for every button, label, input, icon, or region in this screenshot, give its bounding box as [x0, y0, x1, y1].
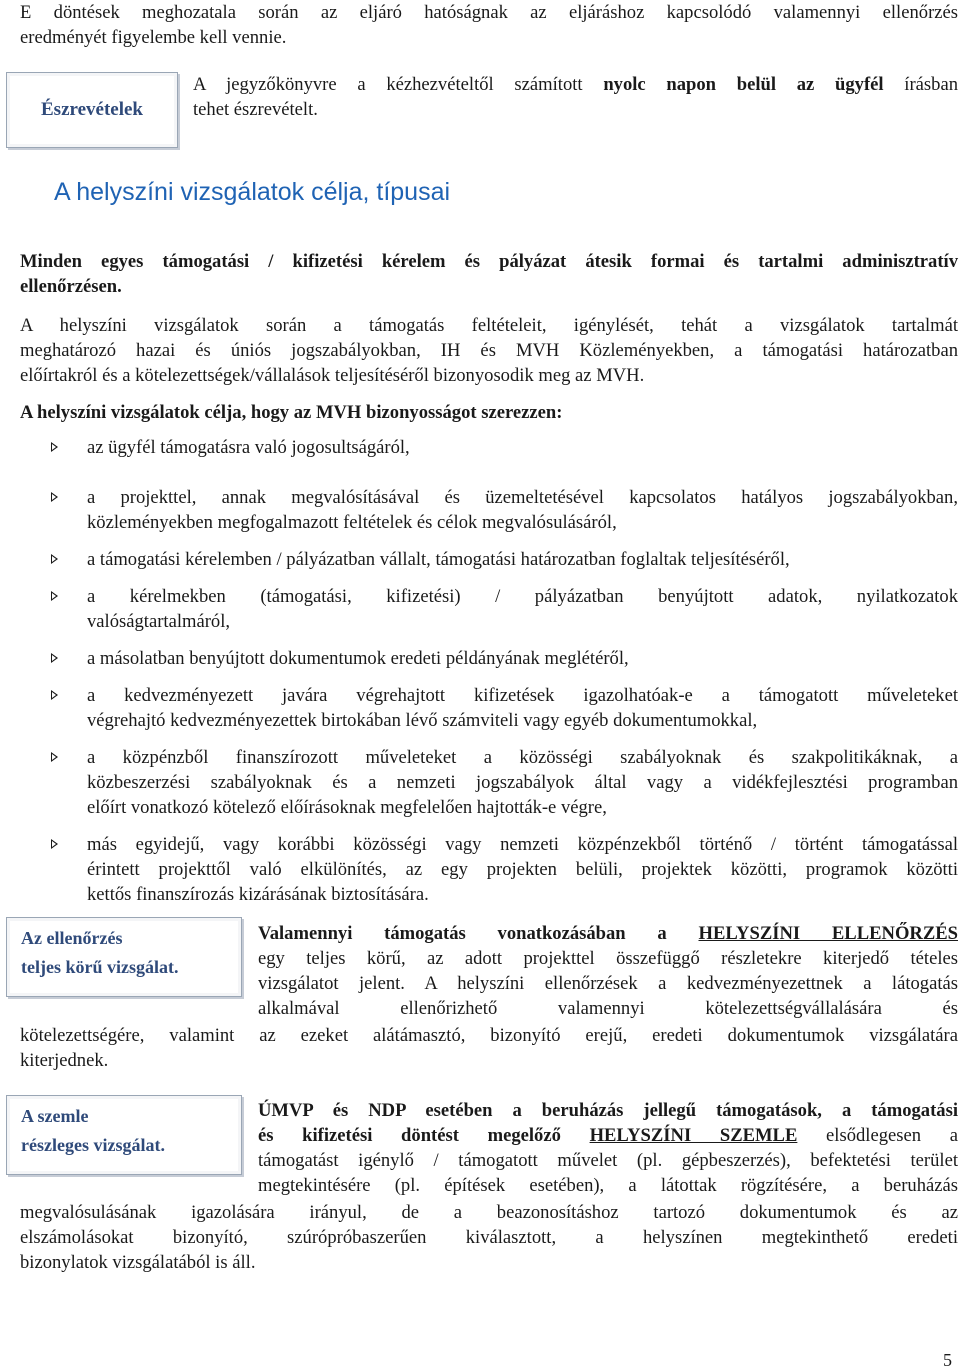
observations-line: [193, 72, 958, 97]
survey-line: megtekintésére (pl. építések esetében), a látottak rögzítésére, a beruházás: [258, 1175, 958, 1196]
description-line: A helyszíni vizsgálatok során a támogatás feltételeit, igénylését, tehát a vizsgálatok tartalmát: [20, 315, 958, 336]
inspection-text-continued: [20, 1023, 958, 1073]
survey-text-continued: [20, 1200, 958, 1275]
survey-underlined-term: HELYSZÍNI SZEMLE: [589, 1125, 798, 1146]
observations-line: tehet észrevételt.: [193, 99, 318, 120]
lead-line: Minden egyes támogatási / kifizetési kérelem és pályázat átesik formai és tartalmi adminisztratív: [20, 251, 958, 272]
arrow-bullet-icon: [51, 752, 58, 762]
lead-paragraph: [20, 249, 958, 299]
inspection-line: alkalmával ellenőrizhető valamennyi kötelezettségvállalására és: [258, 998, 958, 1019]
survey-line: bizonylatok vizsgálatából is áll.: [20, 1252, 256, 1273]
list-item-line: érintett projekttől való elkülönítés, az egy projekten belüli, projektek közötti, programok közötti: [87, 859, 958, 880]
list-item-line: kettős finanszírozás kizárásának biztosítására.: [87, 884, 429, 905]
inspection-text: [258, 921, 958, 1021]
inspection-box-line: teljes körű vizsgálat.: [21, 957, 179, 977]
arrow-bullet-icon: [51, 653, 58, 663]
intro-line: E döntések meghozatala során az eljáró hatóságnak az eljáráshoz kapcsolódó valamennyi ellenőrzés: [20, 2, 958, 23]
description-paragraph: [20, 313, 958, 388]
list-item-line: a támogatási kérelemben / pályázatban vállalt, támogatási határozatban foglaltak teljesítéséről,: [87, 549, 790, 570]
list-item: [50, 646, 958, 671]
survey-text: [258, 1098, 958, 1198]
survey-line: [258, 1123, 958, 1148]
observations-box-label: Észrevételek: [41, 99, 143, 120]
inspection-line: kiterjednek.: [20, 1050, 109, 1071]
survey-line: támogatást igénylő / támogatott művelet (pl. gépbeszerzés), befektetési terület: [258, 1150, 958, 1171]
list-item-line: a kedvezményezett javára végrehajtott kifizetések igazolhatóak-e a támogatott műveleteket: [87, 685, 958, 706]
goal-list: [50, 435, 958, 907]
inspection-line: vizsgálatot jelent. A helyszíni ellenőrzések a kedvezményezettnek a látogatás: [258, 973, 958, 994]
list-item-line: közbeszerzési szabályoknak és a nemzeti jogszabályok által vagy a vidékfejlesztési programban: [87, 772, 958, 793]
description-line: meghatározó hazai és úniós jogszabályokban, IH és MVH Közleményekben, a támogatási határozatban: [20, 340, 958, 361]
description-line: előírtakról és a kötelezettségek/vállalások teljesítéséről bizonyosodik meg az MVH.: [20, 365, 645, 386]
intro-line: eredményét figyelembe kell vennie.: [20, 27, 287, 48]
list-item-line: előírt vonatkozó kötelező előírásoknak megfelelően hajtották-e végre,: [87, 797, 607, 818]
survey-bold-part: és kifizetési döntést megelőző: [258, 1125, 590, 1146]
inspection-bold-part: Valamennyi támogatás vonatkozásában a: [258, 923, 699, 944]
observations-text: [193, 72, 958, 122]
survey-box: [6, 1095, 242, 1175]
list-item-line: az ügyfél támogatásra való jogosultságáról,: [87, 437, 410, 458]
section-heading: A helyszíni vizsgálatok célja, típusai: [54, 178, 451, 206]
arrow-bullet-icon: [51, 839, 58, 849]
observations-box: [6, 72, 178, 148]
goal-heading: A helyszíni vizsgálatok célja, hogy az MVH bizonyosságot szerezzen:: [20, 402, 563, 423]
list-item: [50, 485, 958, 535]
arrow-bullet-icon: [51, 554, 58, 564]
list-item: [50, 745, 958, 820]
observations-text-part: A jegyzőkönyvre a kézhezvételtől számított: [193, 74, 604, 95]
list-item: [50, 832, 958, 907]
list-item-line: végrehajtó kedvezményezettek birtokában lévő számviteli vagy egyéb dokumentumokkal,: [87, 710, 758, 731]
inspection-line: egy teljes körű, az adott projekttel összefüggő részletekre kiterjedő tételes: [258, 948, 958, 969]
list-item-line: közleményekben megfogalmazott feltételek és célok megvalósulásáról,: [87, 512, 617, 533]
survey-line: megvalósulásának igazolására irányul, de a beazonosításhoz tartozó dokumentumok és az: [20, 1202, 958, 1223]
inspection-line: [258, 921, 958, 946]
arrow-bullet-icon: [51, 492, 58, 502]
list-item-line: a kérelmekben (támogatási, kifizetési) / pályázatban benyújtott adatok, nyilatkozatok: [87, 586, 958, 607]
observations-text-part: írásban: [883, 74, 958, 95]
survey-line: ÚMVP és NDP esetében a beruházás jellegű támogatások, a támogatási: [258, 1100, 958, 1121]
list-item-line: a projekttel, annak megvalósításával és üzemeltetésével kapcsolatos hatályos jogszabályokban,: [87, 487, 958, 508]
list-item-line: a közpénzből finanszírozott műveleteket a közösségi szabályoknak és szakpolitikáknak, a: [87, 747, 958, 768]
page-number: 5: [943, 1350, 952, 1370]
list-item: [50, 683, 958, 733]
inspection-box: [6, 917, 242, 997]
list-item: [50, 547, 958, 572]
observations-bold-part: nyolc napon belül az ügyfél: [603, 74, 884, 95]
list-item-line: valóságtartalmáról,: [87, 611, 231, 632]
list-item-line: a másolatban benyújtott dokumentumok eredeti példányának meglétéről,: [87, 648, 629, 669]
lead-line: ellenőrzésen.: [20, 276, 122, 297]
arrow-bullet-icon: [51, 591, 58, 601]
inspection-line: kötelezettségére, valamint az ezeket alátámasztó, bizonyító erejű, eredeti dokumentumok vizsgálatára: [20, 1025, 958, 1046]
inspection-underlined-term: HELYSZÍNI ELLENŐRZÉS: [698, 923, 958, 944]
survey-box-line: részleges vizsgálat.: [21, 1135, 165, 1155]
list-item: [50, 584, 958, 634]
survey-line: elszámolásokat bizonyító, szúrópróbaszerűen kiválasztott, a helyszínen megtekinthető eredeti: [20, 1227, 958, 1248]
survey-box-line: A szemle: [21, 1106, 89, 1126]
arrow-bullet-icon: [51, 442, 58, 452]
list-item: [50, 435, 958, 460]
arrow-bullet-icon: [51, 690, 58, 700]
intro-paragraph: [20, 0, 958, 50]
list-item-line: más egyidejű, vagy korábbi közösségi vagy nemzeti közpénzekből történő / történt támogatással: [87, 834, 958, 855]
inspection-box-line: Az ellenőrzés: [21, 928, 123, 948]
survey-text-part: elsődlegesen a: [797, 1125, 958, 1146]
